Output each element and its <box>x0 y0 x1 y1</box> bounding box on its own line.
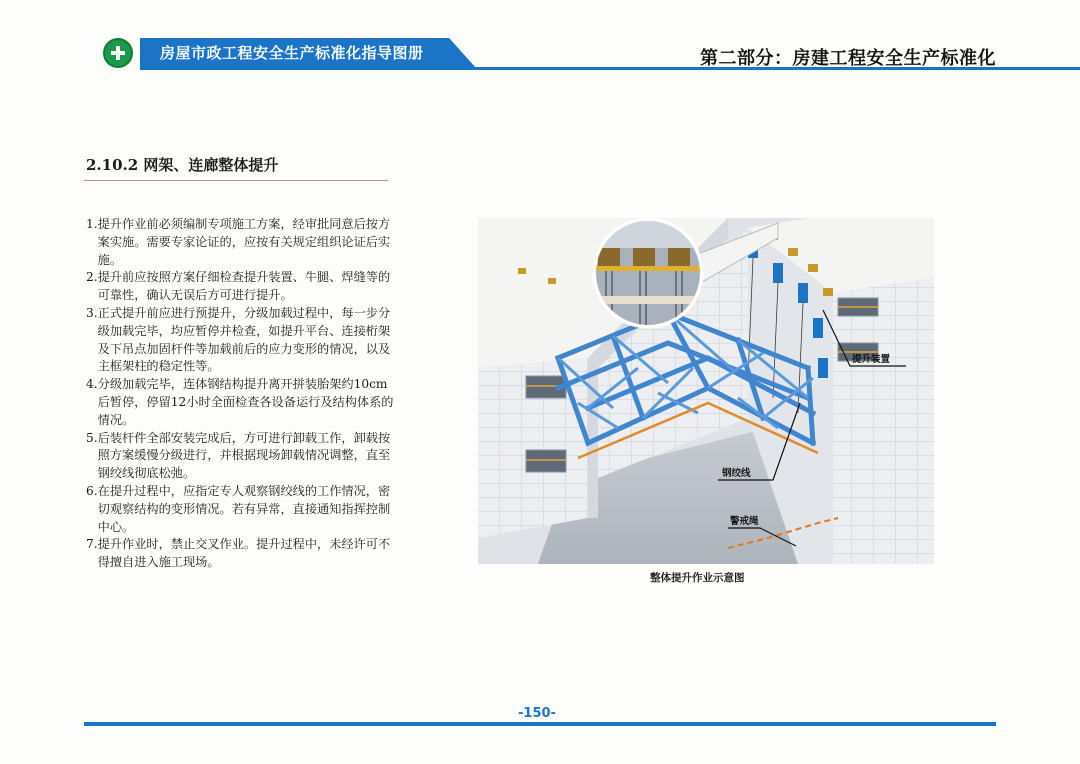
list-item: 6. 在提升过程中，应指定专人观察钢绞线的工作情况，密切观察结构的变形情况。若有异常，直接通知指挥控制中心。 <box>86 483 391 534</box>
list-item: 4. 分级加载完毕，连体钢结构提升离开拼装胎架约10cm后暂停，停留12小时全面检查各设备运行及结构体系的情况。 <box>86 377 394 427</box>
label-steel-strand: 钢绞线 <box>722 468 751 479</box>
book-title: 房屋市政工程安全生产标准化指导图册 <box>160 44 424 62</box>
section-title: 2.10.2 网架、连廊整体提升 <box>86 156 279 174</box>
list-item: 2. 提升前应按照方案仔细检查提升装置、牛腿、焊缝等的可靠性，确认无误后方可进行提升。 <box>86 270 391 303</box>
lifting-illustration <box>478 218 934 564</box>
page-number: -150- <box>518 706 556 721</box>
requirements-list <box>86 216 396 572</box>
list-item: 3. 正式提升前应进行预提升，分级加载过程中，每一步分级加载完毕，均应暂停并检查，如提升平台、连接桁架及下吊点加固杆件等加载前后的应力变形的情况，以及主框架柱的稳定性等。 <box>86 305 391 374</box>
label-lifting-device: 提升装置 <box>852 354 891 365</box>
figure-caption: 整体提升作业示意图 <box>650 572 745 584</box>
list-item: 1. 提升作业前必须编制专项施工方案，经审批同意后按方案实施。需要专家论证的，应按有关规定组织论证后实施。 <box>86 217 391 267</box>
safety-cross-logo-icon <box>103 38 133 68</box>
section-divider <box>84 180 388 181</box>
part-title: 第二部分：房建工程安全生产标准化 <box>700 48 996 69</box>
label-warning-rope: 警戒绳 <box>730 516 759 527</box>
list-item: 5. 后装杆件全部安装完成后，方可进行卸载工作，卸载按照方案缓慢分级进行，并根据现场卸载情况调整，直至钢绞线彻底松弛。 <box>86 430 391 481</box>
page-header <box>0 0 1080 80</box>
list-item: 7. 提升作业时，禁止交叉作业。提升过程中，未经许可不得擅自进入施工现场。 <box>86 537 391 570</box>
footer-rule <box>84 722 996 726</box>
